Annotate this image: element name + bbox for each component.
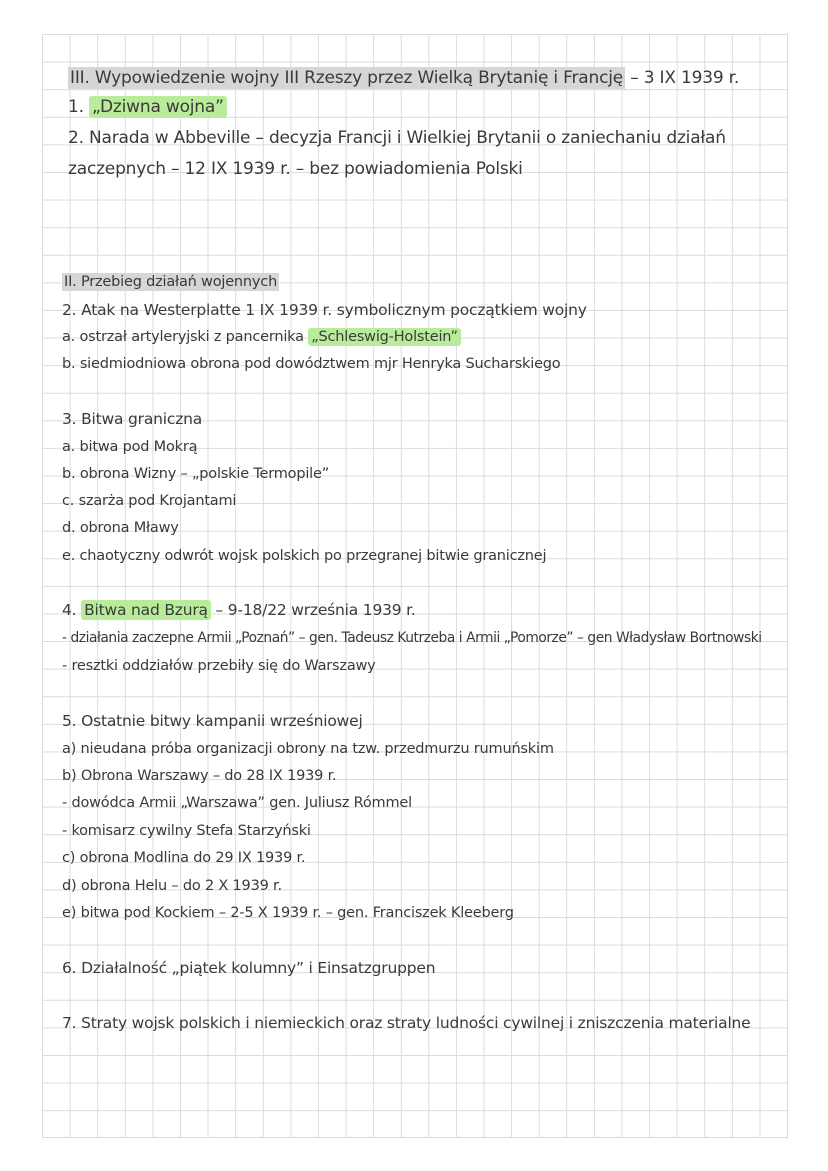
section-3-item-2-line-2: zaczepnych – 12 IX 1939 r. – bez powiadomienia Polski — [68, 159, 523, 179]
bzura-line-2: - resztki oddziałów przebiły się do Warszawy — [62, 658, 376, 674]
bzura-number: 4. — [62, 601, 82, 619]
last-battles-item-e: e) bitwa pod Kockiem – 2-5 X 1939 r. – gen. Franciszek Kleeberg — [62, 905, 514, 921]
border-battle-item-d: d. obrona Mławy — [62, 520, 179, 536]
border-battle-item-b: b. obrona Wizny – „polskie Termopile” — [62, 466, 330, 482]
phoney-war-highlight: „Dziwna wojna” — [89, 96, 227, 118]
last-battles-item-c: c) obrona Modlina do 29 IX 1939 r. — [62, 850, 306, 866]
westerplatte-item-a-text: a. ostrzał artyleryjski z pancernika — [62, 329, 309, 345]
section-2-title — [62, 275, 279, 290]
westerplatte-heading: 2. Atak na Westerplatte 1 IX 1939 r. symbolicznym początkiem wojny — [62, 301, 587, 319]
section-3-date: – 3 IX 1939 r. — [625, 68, 740, 88]
section-2-title-highlight: II. Przebieg działań wojennych — [64, 274, 278, 290]
bzura-heading — [62, 603, 416, 619]
border-battle-item-e: e. chaotyczny odwrót wojsk polskich po przegranej bitwie granicznej — [62, 548, 547, 564]
section-3-title-highlight: III. Wypowiedzenie wojny III Rzeszy przez Wielką Brytanię i Francję — [70, 68, 624, 88]
border-battle-item-c: c. szarża pod Krojantami — [62, 493, 237, 509]
border-battle-heading: 3. Bitwa graniczna — [62, 410, 203, 428]
fifth-column-item: 6. Działalność „piątek kolumny” i Einsatzgruppen — [62, 959, 436, 977]
border-battle-item-a: a. bitwa pod Mokrą — [62, 439, 198, 455]
bzura-dates: – 9-18/22 września 1939 r. — [210, 601, 416, 619]
last-battles-heading: 5. Ostatnie bitwy kampanii wrześniowej — [62, 712, 363, 730]
last-battles-item-a: a) nieudana próba organizacji obrony na tzw. przedmurzu rumuńskim — [62, 741, 554, 757]
westerplatte-item-a — [62, 330, 461, 345]
bzura-highlight: Bitwa nad Bzurą — [81, 600, 211, 620]
last-battles-item-b1: - dowódca Armii „Warszawa” gen. Juliusz Rómmel — [62, 795, 412, 811]
losses-item: 7. Straty wojsk polskich i niemieckich oraz straty ludności cywilnej i zniszczenia materialne — [62, 1014, 751, 1032]
section-3-item-1 — [68, 99, 227, 116]
last-battles-item-b2: - komisarz cywilny Stefa Starzyński — [62, 823, 311, 839]
section-3-item-2-line-1: 2. Narada w Abbeville – decyzja Francji i Wielkiej Brytanii o zaniechaniu działań — [68, 128, 726, 148]
westerplatte-item-b: b. siedmiodniowa obrona pod dowództwem mjr Henryka Sucharskiego — [62, 356, 561, 372]
section-3-item-1-number: 1. — [68, 97, 90, 117]
last-battles-item-d: d) obrona Helu – do 2 X 1939 r. — [62, 878, 282, 894]
last-battles-item-b: b) Obrona Warszawy – do 28 IX 1939 r. — [62, 768, 337, 784]
section-3-title — [68, 70, 739, 87]
bzura-line-1: - działania zaczepne Armii „Poznań” – gen. Tadeusz Kutrzeba i Armii „Pomorze” – gen Władysław Bortnowski — [62, 630, 762, 646]
schleswig-holstein-highlight: „Schleswig-Holstein” — [308, 328, 461, 346]
